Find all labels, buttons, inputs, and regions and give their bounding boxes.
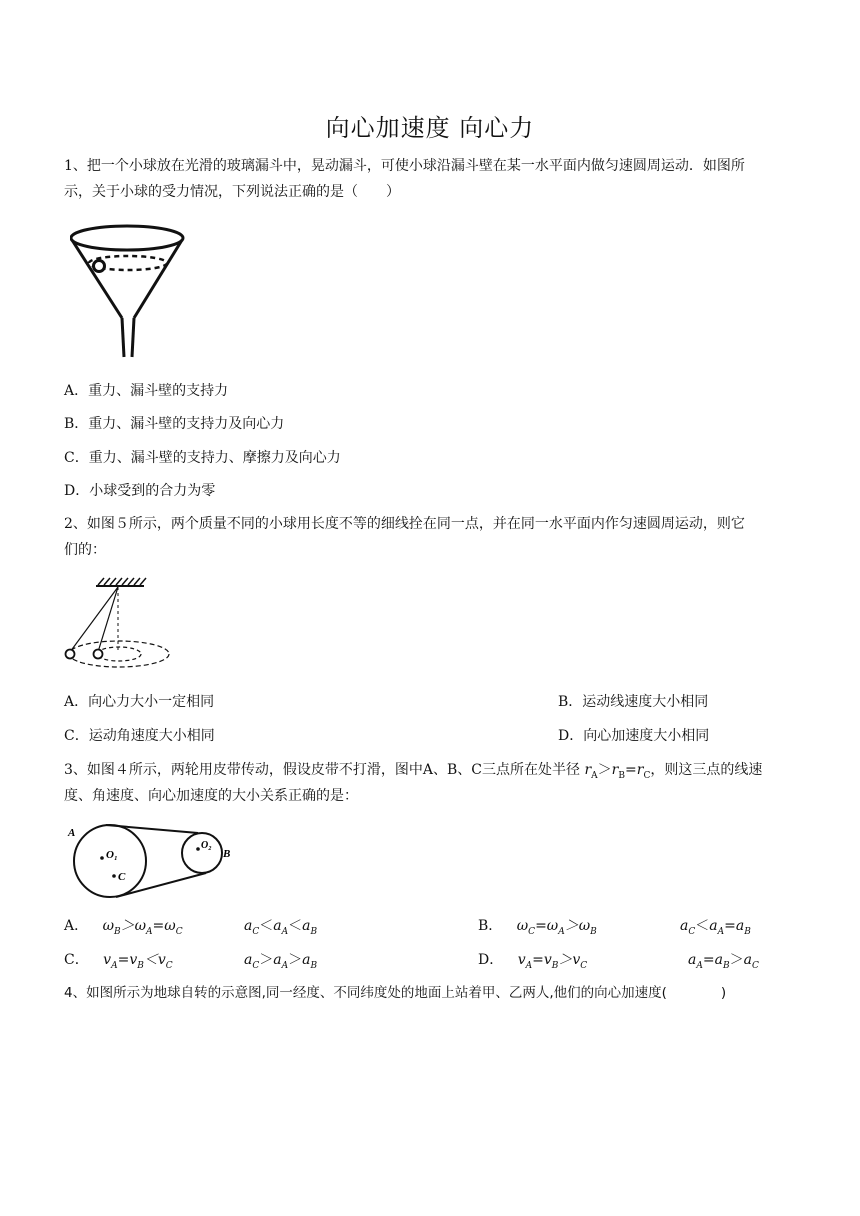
q3-option-d-accel: $a_A=a_B>a_C$	[688, 952, 759, 971]
q1-stem-line1: 1、把一个小球放在光滑的玻璃漏斗中，晃动漏斗，可使小球沿漏斗壁在某一水平面内做匀速圆周运动．如图所	[64, 158, 745, 174]
q3-option-b: B． $\omega_C=\omega_A>\omega_B$	[478, 918, 597, 937]
q1-option-b: B．重力、漏斗壁的支持力及向心力	[64, 416, 285, 432]
label-o1: O₁	[106, 849, 118, 861]
q2-option-b: B．运动线速度大小相同	[558, 694, 709, 710]
label-c: C	[118, 871, 126, 883]
conical-pendulum-figure	[62, 574, 174, 674]
q2-stem-line2: 们的：	[64, 542, 106, 558]
q2-option-c: C．运动角速度大小相同	[64, 728, 215, 744]
label-b: B	[223, 848, 231, 860]
q3-option-c: C． $v_A=v_B<v_C$	[64, 952, 173, 971]
q2-stem-line1: 2、如图５所示，两个质量不同的小球用长度不等的细线拴在同一点，并在同一水平面内作匀速圆周运动，则它	[64, 516, 745, 532]
funnel-figure	[70, 222, 190, 362]
q3-option-a-accel: $a_C<a_A<a_B$	[244, 918, 318, 937]
q3-option-b-accel: $a_C<a_A=a_B$	[680, 918, 751, 937]
q1-stem-line2: 示，关于小球的受力情况，下列说法正确的是（ ）	[64, 184, 400, 200]
q1-option-a: A．重力、漏斗壁的支持力	[64, 383, 229, 399]
belt-pulley-figure	[64, 822, 244, 900]
q1-option-d: D．小球受到的合力为零	[64, 483, 216, 499]
q3-option-c-accel: $a_C>a_A>a_B$	[244, 952, 318, 971]
label-a: A	[68, 827, 76, 839]
q1-option-c: C．重力、漏斗壁的支持力、摩擦力及向心力	[64, 450, 341, 466]
q2-option-d: D．向心加速度大小相同	[558, 728, 710, 744]
q4-stem: 4、如图所示为地球自转的示意图,同一经度、不同纬度处的地面上站着甲、乙两人,他们的向心加速度( )	[64, 985, 727, 1001]
q2-option-a: A．向心力大小一定相同	[64, 694, 215, 710]
q3-stem-line2: 度、角速度、向心加速度的大小关系正确的是：	[64, 788, 358, 804]
label-o2: O₂	[201, 840, 212, 851]
q3-stem-line1: 3、如图４所示，两轮用皮带传动，假设皮带不打滑，图中A、B、C三点所在处半径 $r_A>r_B=r_C$，则这三点的线速	[64, 762, 763, 781]
page-title: 向心加速度 向心力	[325, 114, 535, 142]
q3-option-a: A． $\omega_B>\omega_A=\omega_C$	[64, 918, 183, 937]
q3-option-d: D． $v_A=v_B>v_C$	[478, 952, 588, 971]
